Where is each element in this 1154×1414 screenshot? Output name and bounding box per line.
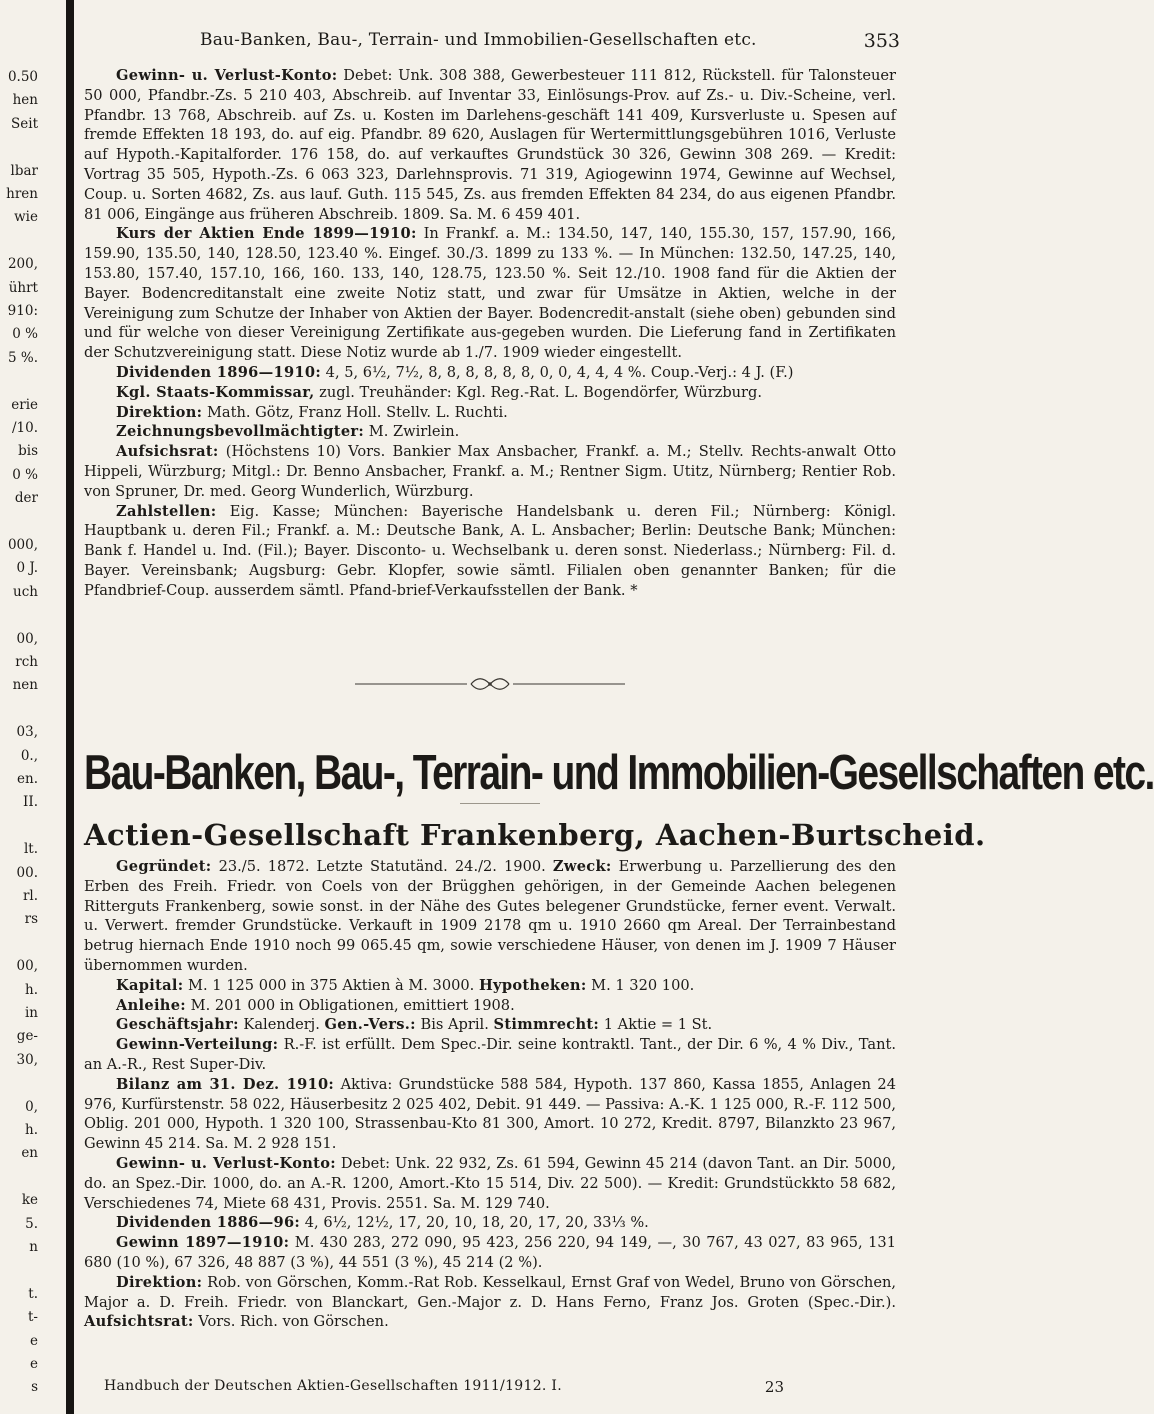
company-name: Actien-Gesellschaft Frankenberg, Aachen-Burtscheid. — [84, 818, 986, 852]
margin-fragment: ke — [21, 1192, 38, 1209]
entry-paragraph — [84, 1233, 896, 1273]
entry-paragraph — [84, 403, 896, 423]
entry-paragraph — [84, 422, 896, 442]
entry-paragraph — [84, 224, 896, 363]
margin-fragment: e — [30, 1356, 38, 1372]
entry-label: Kgl. Staats-Kommissar, — [116, 383, 315, 401]
section-title: Bau-Banken, Bau-, Terrain- und Immobilien-Gesellschaften etc. — [84, 746, 1154, 801]
margin-fragment: t- — [28, 1309, 38, 1326]
previous-entry-continuation — [84, 66, 896, 601]
margin-fragment: 0 J. — [16, 560, 38, 577]
entry-paragraph — [84, 66, 896, 224]
footer-title: Handbuch der Deutschen Aktien-Gesellschaften 1911/1912. I. — [104, 1378, 562, 1394]
entry-label: Gewinn- u. Verlust-Konto: — [116, 1154, 336, 1172]
margin-fragment: Seit — [11, 115, 38, 132]
entry-text: (Höchstens 10) Vors. Bankier Max Ansbacher, Frankf. a. M.; Stellv. Rechts-anwalt Otto Hippeli, Würzburg; Mitgl.: Dr. Benno Ansbacher, Frankf. a. M.; Rentner Sigm. Utitz, Nürnberg; Rentier Rob. von Spruner, Dr. med. Georg Wunderlich, Würzburg. — [84, 443, 896, 500]
margin-fragment: s — [31, 1379, 38, 1396]
margin-fragment: h. — [25, 981, 38, 998]
margin-fragment: uch — [13, 583, 38, 600]
left-margin-fragments — [0, 68, 60, 1398]
entry-label: Gewinn- u. Verlust-Konto: — [116, 67, 338, 84]
margin-fragment: lbar — [10, 162, 38, 179]
entry-text: M. 1 125 000 in 375 Aktien à M. 3000. — [183, 976, 479, 994]
entry-paragraph — [84, 1213, 896, 1233]
entry-paragraph — [84, 857, 896, 976]
margin-fragment: rch — [15, 654, 38, 670]
margin-fragment: 00, — [16, 630, 38, 647]
entry-text: Kalenderj. — [238, 1016, 325, 1034]
entry-text: Math. Götz, Franz Holl. Stellv. L. Ruchti. — [202, 403, 508, 421]
margin-fragment: bis — [18, 443, 38, 460]
entry-paragraph — [84, 1035, 896, 1075]
margin-fragment: en. — [17, 771, 38, 787]
ornament-divider-icon — [355, 674, 625, 694]
binding-gutter — [66, 0, 74, 1414]
entry-paragraph — [84, 442, 896, 501]
entry-label: Kurs der Aktien Ende 1899—1910: — [116, 225, 417, 243]
entry-paragraph — [84, 1273, 896, 1332]
entry-text: 23./5. 1872. Letzte Statutänd. 24./2. 1900. — [211, 858, 553, 875]
entry-label: Direktion: — [116, 403, 203, 421]
entry-text: 4, 6½, 12½, 17, 20, 10, 18, 20, 17, 20, 33⅓ %. — [300, 1214, 649, 1232]
entry-text: Eig. Kasse; München: Bayerische Handelsbank u. deren Fil.; Nürnberg: Königl. Hauptbank u. deren Fil.; Frankf. a. M.: Deutsche Bank, A. L. Ansbacher; Berlin: Deutsche Bank; München: Bank f. Handel u. Ind. (Fil.); Bayer. Disconto- u. Wechselbank u. deren sonst. Niederlass.; Nürnberg: Fil. d. Bayer. Vereinsbank; Augsburg: Gebr. Klopfer, sowie sämtl. Filialen oben genannter Banken; für die Pfandbrief-Coup. ausserdem sämtl. Pfand-brief-Verkaufsstellen der Bank. * — [84, 502, 896, 599]
entry-text: In Frankf. a. M.: 134.50, 147, 140, 155.30, 157, 157.90, 166, 159.90, 135.50, 140, 128.50, 123.40 %. Eingef. 30./3. 1899 zu 133 %. — In München: 132.50, 147.25, 140, 153.80, 157.40, 157.10, 166, 160. 133, 140, 128.75, 123.50 %. Seit 12./10. 1908 fand für die Aktien der Bayer. Bodencreditanstalt eine zweite Notiz statt, und zwar für Umsätze in Aktien, welche in der Vereinigung zum Schutze der Inhaber von Aktien der Bayer. Bodencredit-anstalt (siehe oben) gebunden sind und für welche von dieser Vereinigung Zertifikate aus-gegeben wurden. Die Lieferung fand in Zertifikaten der Schutzvereinigung statt. Diese Notiz wurde ab 1./7. 1909 wieder eingestellt. — [84, 225, 896, 362]
margin-fragment: rs — [24, 911, 38, 928]
entry-label: Hypotheken: — [478, 976, 587, 994]
signature-mark: 23 — [764, 1378, 784, 1396]
entry-text: Erwerbung u. Parzellierung des den Erben des Freih. Friedr. von Coels von der Brügghen gehörigen, in der Gemeinde Aachen belegenen Ritterguts Frankenberg, sowie sonst. in der Nähe des Gutes belegener Grundstücke, ferner event. Verwalt. u. Verwert. fremder Grundstücke. Verkauft in 1909 2178 qm u. 1910 2660 qm Areal. Der Terrainbestand betrug hiernach Ende 1910 noch 99 065.45 qm, sowie verschiedene Häuser, von denen im J. 1909 7 Häuser übernommen wurden. — [84, 858, 896, 974]
entry-label: Anleihe: — [116, 996, 186, 1014]
margin-fragment: hren — [6, 186, 38, 202]
entry-paragraph — [84, 976, 896, 996]
margin-fragment: erie — [11, 396, 38, 413]
margin-fragment: ge- — [16, 1028, 38, 1045]
running-title: Bau-Banken, Bau-, Terrain- und Immobilien-Gesellschaften etc. — [200, 30, 757, 50]
entry-text: Vors. Rich. von Görschen. — [193, 1313, 389, 1331]
entry-text: M. 201 000 in Obligationen, emittiert 1908. — [186, 996, 515, 1014]
entry-label: Zeichnungsbevollmächtigter: — [116, 423, 365, 441]
entry-label: Gegründet: — [116, 858, 212, 875]
margin-fragment: t. — [28, 1285, 38, 1302]
margin-fragment: hen — [12, 92, 38, 109]
entry-label: Direktion: — [116, 1273, 203, 1291]
margin-fragment: 910: — [7, 303, 38, 319]
margin-fragment: e — [30, 1332, 38, 1349]
entry-label: Aufsichtsrat: — [84, 1313, 194, 1331]
entry-label: Aufsichsrat: — [116, 443, 219, 461]
entry-text: Debet: Unk. 22 932, Zs. 61 594, Gewinn 45 214 (davon Tant. an Dir. 5000, do. an Spez.-Dir. 1000, do. an A.-R. 1200, Amort.-Kto 15 514, Div. 22 500). — Kredit: Grundstückkto 58 682, Verschiedenes 74, Miete 68 431, Provis. 2551. Sa. M. 129 740. — [84, 1154, 896, 1212]
entry-label: Stimmrecht: — [493, 1016, 600, 1034]
margin-fragment: n — [29, 1239, 38, 1255]
entry-label: Gewinn-Verteilung: — [116, 1036, 279, 1054]
margin-fragment: 00. — [16, 864, 38, 881]
margin-fragment: 0 % — [12, 326, 38, 343]
entry-text: M. Zwirlein. — [364, 423, 460, 441]
entry-paragraph — [84, 1075, 896, 1154]
margin-fragment: lt. — [23, 841, 38, 858]
entry-text: R.-F. ist erfüllt. Dem Spec.-Dir. seine kontraktl. Tant., der Dir. 6 %, 4 % Div., Tant. an A.-R., Rest Super-Div. — [84, 1036, 896, 1073]
entry-text: 1 Aktie = 1 St. — [599, 1016, 713, 1034]
margin-fragment: 0 % — [12, 466, 38, 483]
entry-label: Zweck: — [552, 858, 612, 875]
margin-fragment: /10. — [11, 420, 38, 436]
entry-paragraph — [84, 363, 896, 383]
entry-paragraph — [84, 996, 896, 1016]
entry-label: Geschäftsjahr: — [116, 1016, 239, 1034]
entry-text: M. 1 320 100. — [586, 976, 695, 994]
margin-fragment: rl. — [22, 888, 38, 904]
entry-label: Kapital: — [116, 976, 184, 994]
margin-fragment: 5 %. — [8, 349, 38, 366]
margin-fragment: h. — [25, 1122, 38, 1138]
entry-text: Bis April. — [415, 1016, 494, 1034]
margin-fragment: 5. — [25, 1215, 38, 1232]
entry-text: 4, 5, 6½, 7½, 8, 8, 8, 8, 8, 8, 0, 0, 4, 4, 4 %. Coup.-Verj.: 4 J. (F.) — [321, 363, 794, 381]
entry-paragraph — [84, 1154, 896, 1213]
title-rule — [460, 803, 540, 804]
margin-fragment: ührt — [8, 279, 38, 296]
entry-text: zugl. Treuhänder: Kgl. Reg.-Rat. L. Bogendörfer, Würzburg. — [314, 383, 763, 401]
entry-label: Bilanz am 31. Dez. 1910: — [116, 1075, 335, 1093]
margin-fragment: 00, — [16, 958, 38, 975]
margin-fragment: 0, — [25, 1098, 38, 1115]
margin-fragment: 0., — [20, 747, 38, 764]
margin-fragment: in — [24, 1005, 38, 1021]
margin-fragment: wie — [14, 209, 38, 226]
entry-label: Dividenden 1896—1910: — [116, 363, 322, 381]
margin-fragment: 0.50 — [7, 69, 38, 85]
entry-label: Gen.-Vers.: — [324, 1016, 416, 1034]
margin-fragment: en — [21, 1145, 38, 1162]
entry-paragraph — [84, 502, 896, 601]
margin-fragment: II. — [23, 794, 38, 811]
entry-text: Rob. von Görschen, Komm.-Rat Rob. Kesselkaul, Ernst Graf von Wedel, Bruno von Görschen, Major a. D. Freih. Friedr. von Blanckart, Gen.-Major z. D. Hans Ferno, Franz Jos. Groten (Spec.-Dir.). — [84, 1273, 896, 1311]
entry-text: Debet: Unk. 308 388, Gewerbesteuer 111 812, Rückstell. für Talonsteuer 50 000, Pfandbr.-Zs. 5 210 403, Abschreib. auf Inventar 33, Einlösungs-Prov. auf Zs.- u. Div.-Scheine, verl. Pfandbr. 13 768, Abschreib. auf Zs. u. Kosten im Darlehens-geschäft 141 409, Kursverluste u. Spesen auf fremde Effekten 18 193, do. auf eig. Pfandbr. 89 620, Auslagen für Wertermittlungsgebühren 1016, Verluste auf Hypoth.-Kapitalforder. 176 158, do. auf verkauftes Grundstück 30 326, Gewinn 308 269. — Kredit: Vortrag 35 505, Hypoth.-Zs. 6 063 323, Darlehnsprovis. 71 319, Agiogewinn 1974, Gewinne auf Wechsel, Coup. u. Sorten 4682, Zs. aus lauf. Guth. 115 545, Zs. aus fremden Effekten 84 234, do aus eigenen Pfandbr. 81 006, Eingänge aus früheren Abschreib. 1809. Sa. M. 6 459 401. — [84, 67, 896, 223]
margin-fragment: 000, — [7, 537, 38, 553]
margin-fragment: 03, — [16, 724, 38, 741]
entry-text: M. 430 283, 272 090, 95 423, 256 220, 94 149, —, 30 767, 43 027, 83 965, 131 680 (10 %), 67 326, 48 887 (3 %), 44 551 (3 %), 45 214 (2 %). — [84, 1234, 896, 1271]
entry-label: Gewinn 1897—1910: — [116, 1234, 290, 1252]
entry-paragraph — [84, 1015, 896, 1035]
margin-fragment: 200, — [7, 256, 38, 273]
margin-fragment: 30, — [16, 1051, 38, 1068]
entry-paragraph — [84, 383, 896, 403]
entry-label: Dividenden 1886—96: — [116, 1214, 301, 1232]
margin-fragment: nen — [12, 677, 38, 694]
entry-text: Aktiva: Grundstücke 588 584, Hypoth. 137 860, Kassa 1855, Anlagen 24 976, Kurfürstenstr. 58 022, Häuserbesitz 2 025 402, Debit. 91 449. — Passiva: A.-K. 1 125 000, R.-F. 112 500, Oblig. 201 000, Hypoth. 1 320 100, Strassenbau-Kto 81 300, Amort. 10 272, Kredit. 8797, Bilanzkto 23 967, Gewinn 45 214. Sa. M. 2 928 151. — [84, 1075, 896, 1153]
page-number: 353 — [863, 30, 900, 52]
entry-label: Zahlstellen: — [116, 502, 217, 520]
margin-fragment: der — [14, 490, 38, 507]
company-entry — [84, 857, 896, 1332]
